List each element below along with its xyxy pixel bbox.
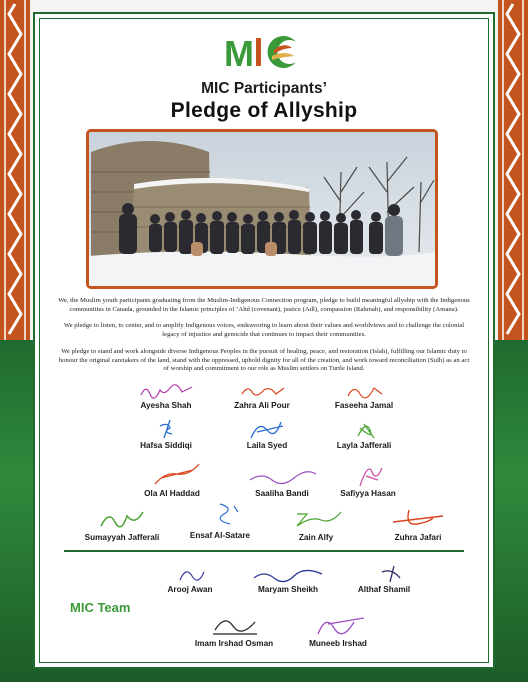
signature-image	[199, 612, 269, 638]
signer-name: Sumayyah Jafferali	[84, 533, 160, 542]
signer-name: Imam Irshad Osman	[194, 639, 274, 648]
signature-image	[334, 382, 394, 400]
signature-image	[232, 382, 292, 400]
signer-name: Althaf Shamil	[357, 585, 411, 594]
pledge-paragraph-1: We, the Muslim youth participants graduating from the Muslim-Indigenous Connection program, pledge to build meaningful allyship with the Indigenous communities in Canada, grounded in the Islamic principles of ’Ahd (covenant), justice (Adl), compassion (Rahmah), and responsibility (Amana).	[58, 297, 470, 313]
signer-name: Arooj Awan	[167, 585, 213, 594]
team-divider-top	[64, 550, 464, 552]
signer-name: Muneeb Irshad	[309, 639, 367, 648]
signer-name: Ensaf Al-Satare	[189, 531, 251, 540]
signature-image	[237, 418, 297, 440]
mic-logo	[222, 30, 300, 72]
signature-image	[137, 462, 207, 488]
signature-block	[304, 382, 424, 410]
signature-block	[324, 562, 444, 594]
signer-name: Safiyya Hasan	[340, 489, 396, 498]
signer-name: Ayesha Shah	[140, 401, 192, 410]
left-beaded-border	[0, 0, 30, 340]
signature-image	[298, 610, 378, 638]
signature-image	[190, 500, 250, 530]
signer-name: Layla Jafferali	[336, 441, 392, 450]
right-beaded-border	[498, 0, 528, 340]
signer-name: Faseeha Jamal	[334, 401, 394, 410]
signer-name: Zahra Ali Pour	[234, 401, 290, 410]
signature-block	[308, 458, 428, 498]
signature-block	[358, 504, 478, 542]
signature-image	[281, 506, 351, 532]
pledge-paragraph-3: We pledge to stand and work alongside diverse Indigenous Peoples in the pursuit of healing, peace, and restoration (Islah), fulfilling our Islamic duty to honour the original caretakers of the land, stand with the oppressed, uphold dignity for all of the creation, and work toward reconciliation (Sulh) as an act of worship and commitment to our role as Muslim settlers on Turtle Island.	[58, 348, 470, 373]
signature-block	[278, 610, 398, 648]
signer-name: Laila Syed	[246, 441, 288, 450]
signature-image	[136, 418, 196, 440]
svg-text:M: M	[224, 33, 254, 72]
signer-name: Saaliha Bandi	[255, 489, 309, 498]
group-photo	[86, 129, 438, 289]
signature-image	[136, 382, 196, 400]
signature-image	[87, 506, 157, 532]
signature-image	[338, 458, 398, 488]
signer-name: Ola Al Haddad	[144, 489, 200, 498]
signature-block	[112, 462, 232, 498]
signature-block	[304, 418, 424, 450]
signature-image	[383, 504, 453, 532]
signature-image	[334, 418, 394, 440]
signature-block	[174, 612, 294, 648]
signature-image	[248, 566, 328, 584]
pledge-heading-line1: MIC Participants’	[201, 80, 327, 97]
pledge-heading-line2: Pledge of Allyship	[170, 99, 358, 122]
signer-name: Hafsa Siddiqi	[140, 441, 192, 450]
mic-team-label: MIC Team	[70, 600, 131, 615]
signer-name: Zuhra Jafari	[394, 533, 442, 542]
pledge-paragraph-2: We pledge to listen, to center, and to amplify Indigenous voices, endeavoring to learn about their values and worldviews and to challenge the colonial legacy of injustice and genocide that continues to impact their communities.	[63, 322, 465, 338]
signature-image	[160, 562, 220, 584]
signer-name: Maryam Sheikh	[257, 585, 319, 594]
signature-image	[354, 562, 414, 584]
signer-name: Zain Alfy	[298, 533, 334, 542]
